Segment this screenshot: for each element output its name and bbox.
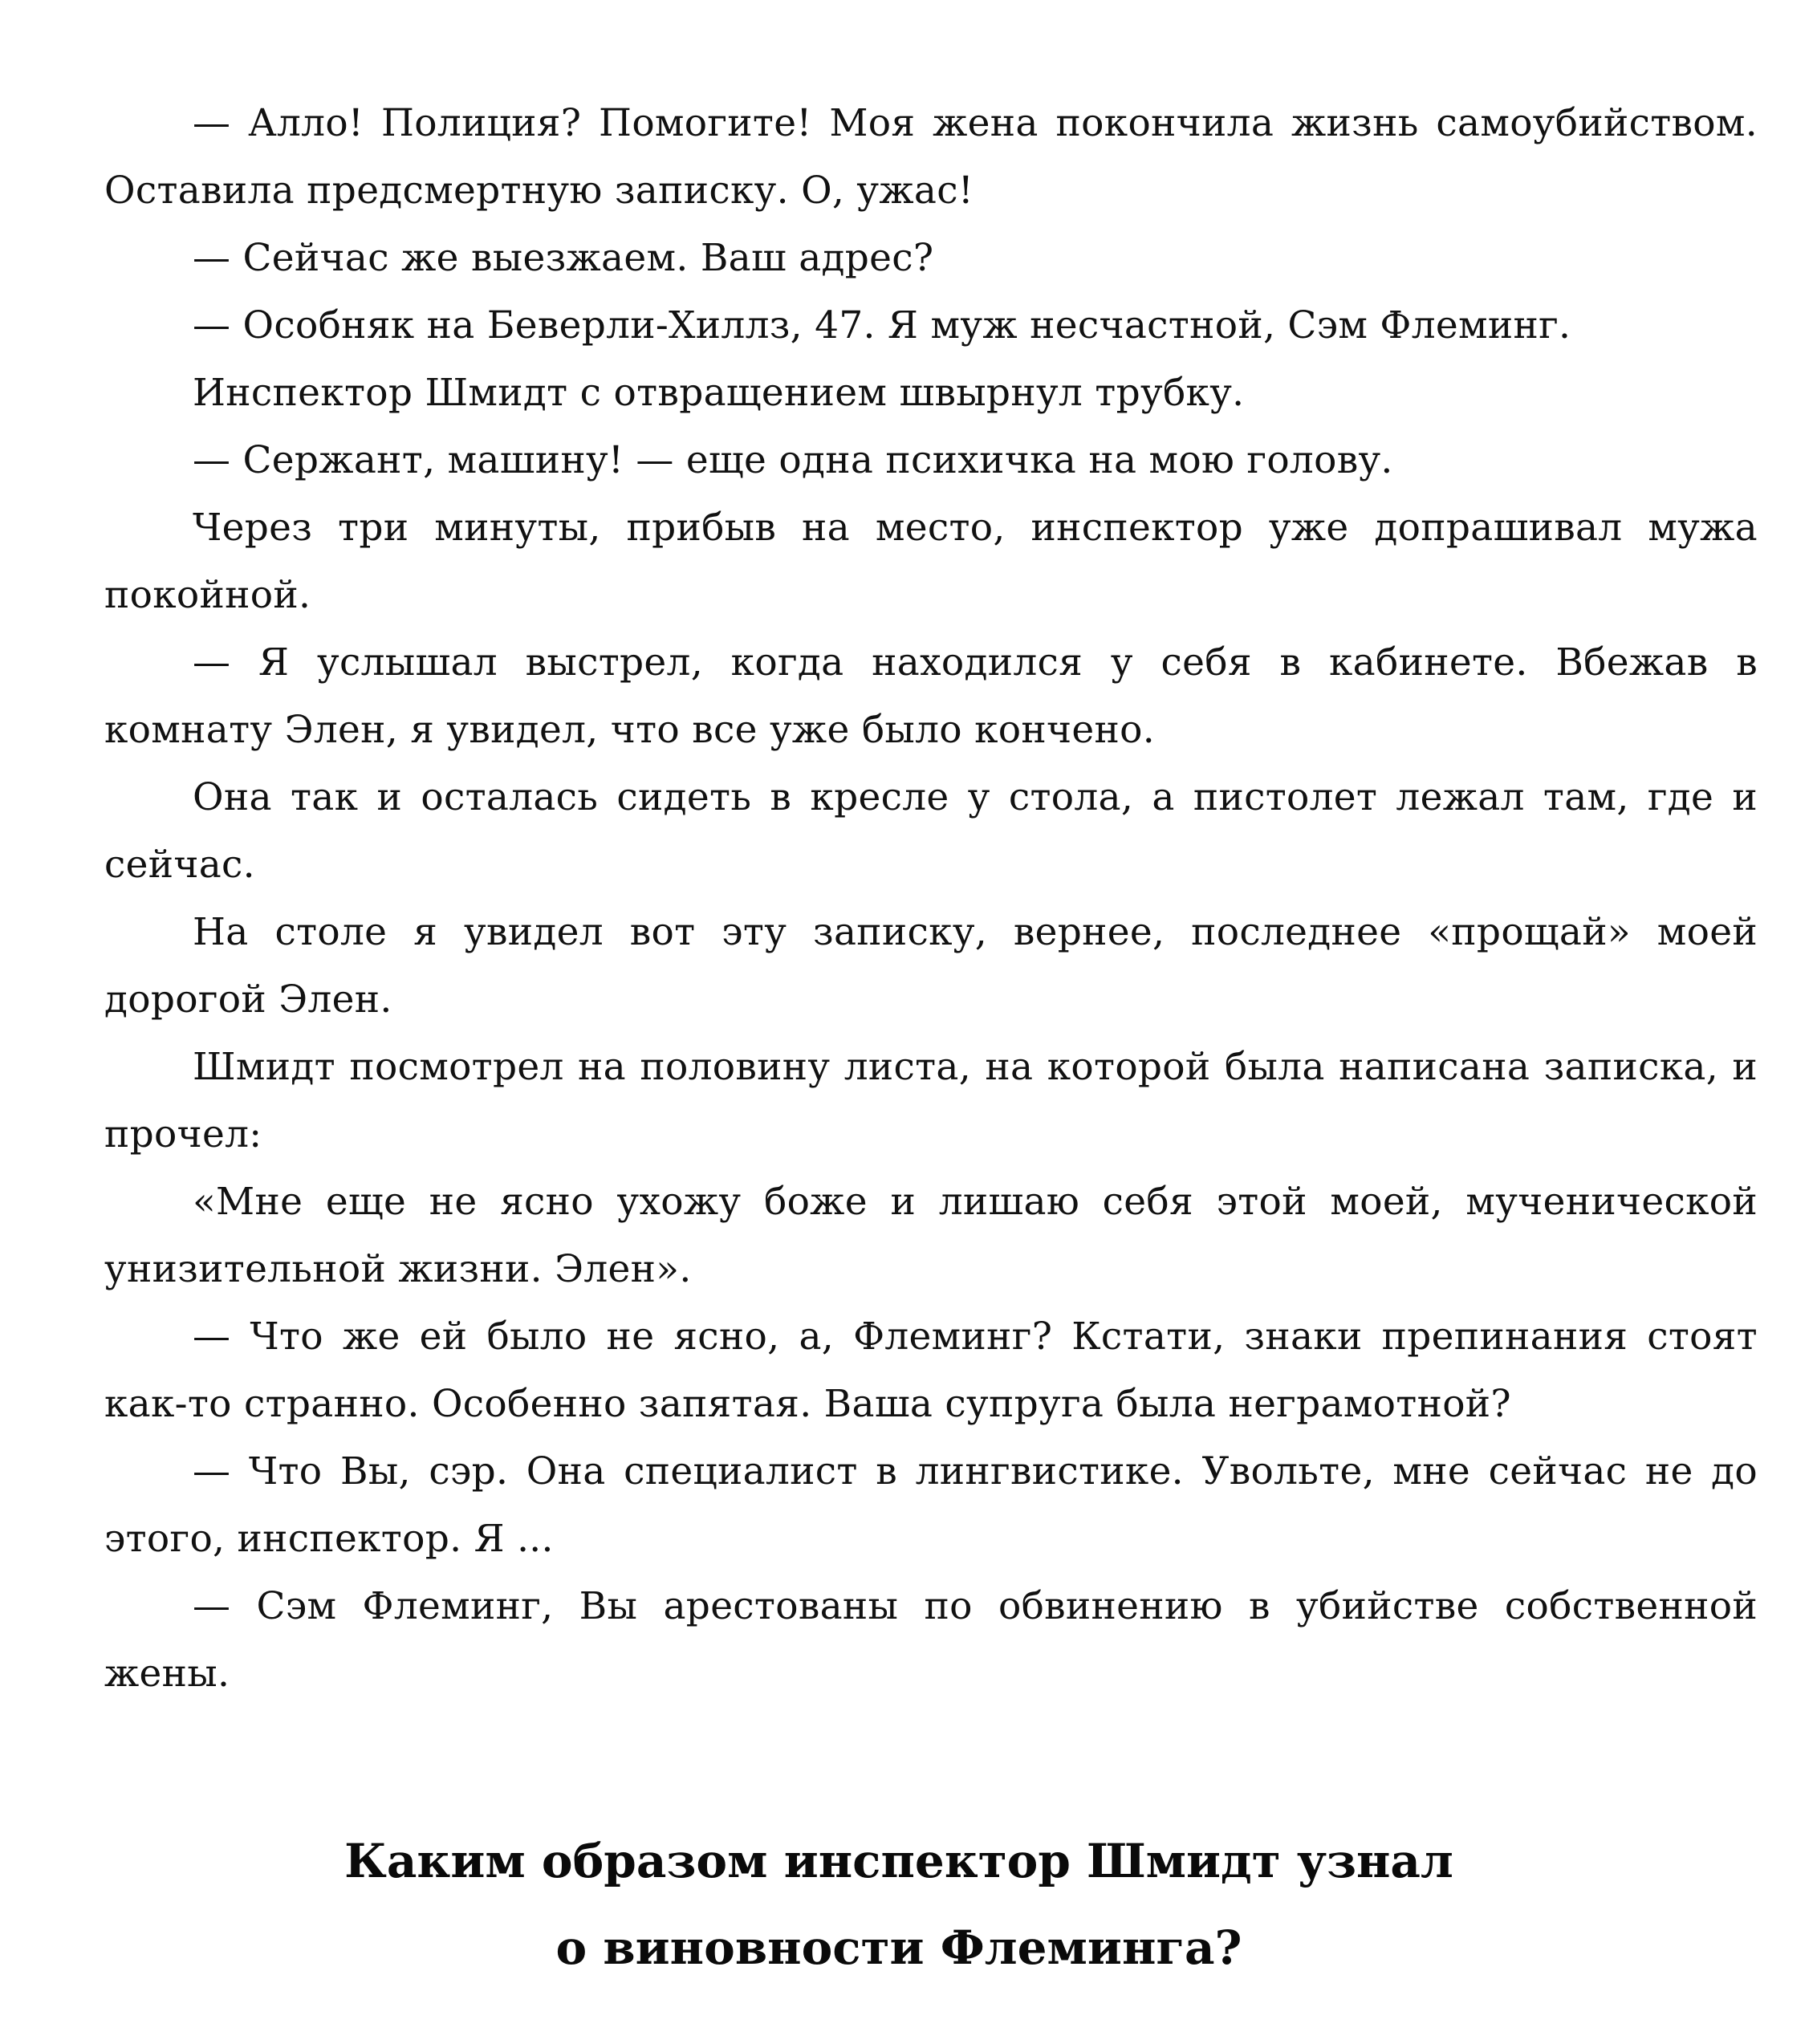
paragraph: — Сержант, машину! — еще одна психичка на мою голову.	[193, 438, 1393, 482]
paragraph: — Алло! Полиция? Помогите! Моя жена покончила жизнь самоубийством. Оставила предсмертную записку. О, ужас!	[104, 101, 1758, 213]
paragraph: «Мне еще не ясно ухожу боже и лишаю себя этой моей, мученической унизительной жизни. Элен».	[104, 1180, 1758, 1291]
story-text	[104, 90, 1758, 1708]
question-line-1: Каким образом инспектор Шмидт узнал	[344, 1834, 1453, 1888]
paragraph: — Я услышал выстрел, когда находился у себя в кабинете. Вбежав в комнату Элен, я увидел, что все уже было кончено.	[104, 640, 1758, 752]
question-line-2: о виновности Флеминга?	[555, 1920, 1242, 1975]
paragraph: — Что же ей было не ясно, а, Флеминг? Кстати, знаки препинания стоят как-то странно. Особенно запятая. Ваша супруга была неграмотной?	[104, 1315, 1758, 1426]
paragraph: — Сэм Флеминг, Вы арестованы по обвинению в убийстве собственной жены.	[104, 1584, 1758, 1696]
paragraph: Инспектор Шмидт с отвращением швырнул трубку.	[193, 371, 1245, 415]
paragraph: Через три минуты, прибыв на место, инспектор уже допрашивал мужа покойной.	[104, 506, 1758, 617]
paragraph: — Особняк на Беверли-Хиллз, 47. Я муж несчастной, Сэм Флеминг.	[193, 303, 1571, 347]
paragraph: — Сейчас же выезжаем. Ваш адрес?	[193, 236, 934, 280]
paragraph: Она так и осталась сидеть в кресле у стола, а пистолет лежал там, где и сейчас.	[104, 775, 1758, 887]
paragraph: На столе я увидел вот эту записку, вернее, последнее «прощай» моей дорогой Элен.	[104, 910, 1758, 1022]
paragraph: Шмидт посмотрел на половину листа, на которой была написана записка, и прочел:	[104, 1045, 1758, 1156]
riddle-question	[241, 1818, 1557, 1991]
paragraph: — Что Вы, сэр. Она специалист в лингвистике. Увольте, мне сейчас не до этого, инспектор. Я ...	[104, 1449, 1758, 1561]
